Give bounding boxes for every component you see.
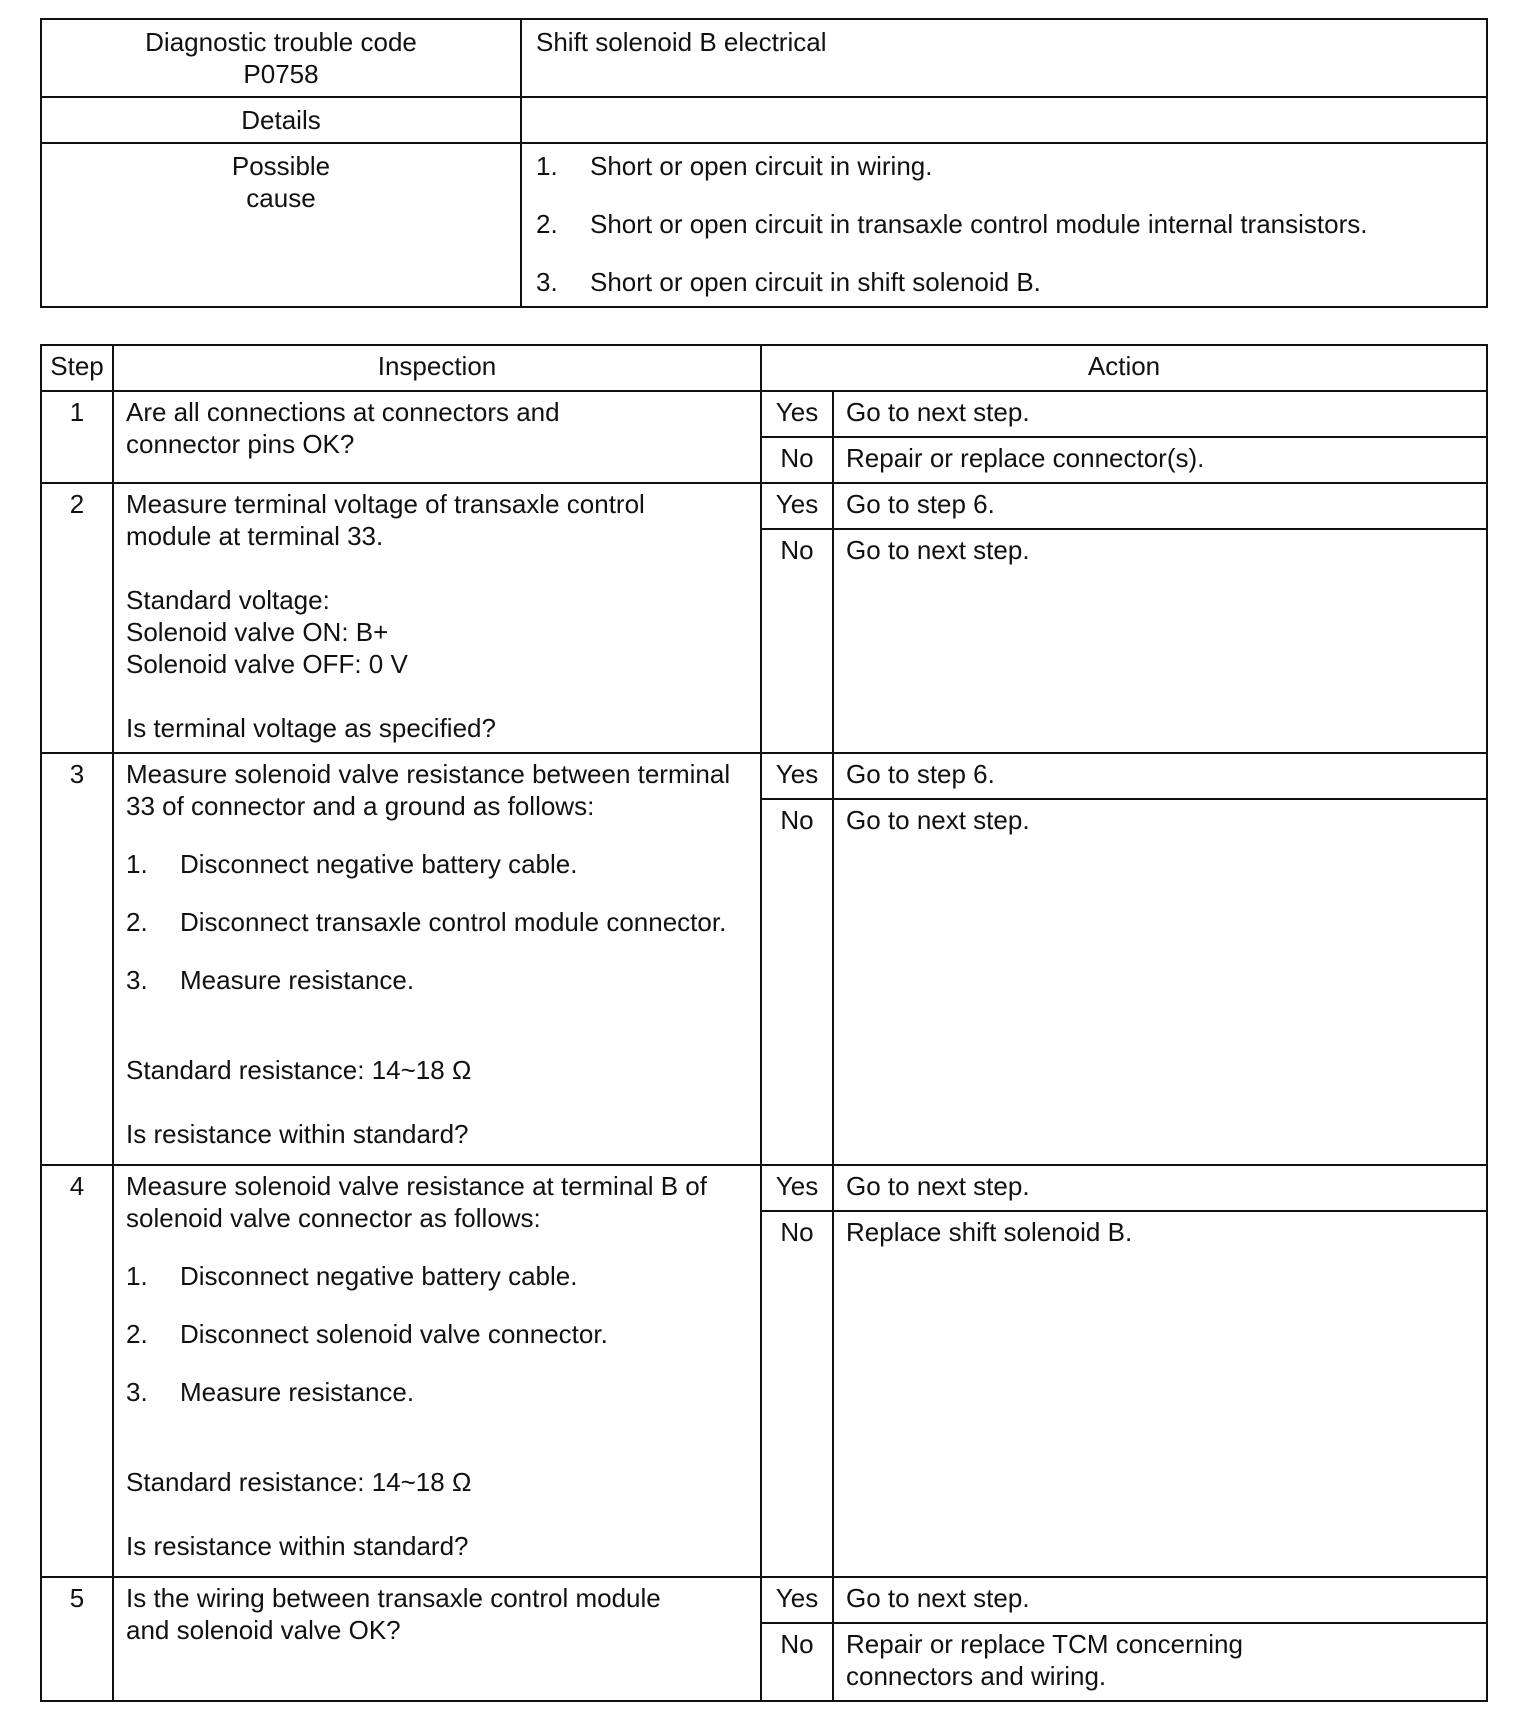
yes-action: Go to next step. <box>833 1165 1487 1211</box>
yes-label: Yes <box>761 391 833 437</box>
inspection-question: Is terminal voltage as specified? <box>126 713 496 743</box>
substep-item <box>126 1318 748 1350</box>
cause-item <box>536 266 1472 298</box>
spec-line: Solenoid valve OFF: 0 V <box>126 649 408 679</box>
substep-item <box>126 1376 748 1408</box>
step-inspection <box>113 483 761 753</box>
details-label: Details <box>41 97 521 143</box>
yes-action: Go to next step. <box>833 391 1487 437</box>
substep-number: 1. <box>126 1261 148 1291</box>
yes-label: Yes <box>761 1577 833 1623</box>
yes-action: Go to step 6. <box>833 753 1487 799</box>
inspection-line: Are all connections at connectors and <box>126 397 560 427</box>
no-action <box>833 1623 1487 1701</box>
no-action-line: Repair or replace TCM concerning <box>846 1629 1243 1659</box>
inspection-question: Is resistance within standard? <box>126 1531 469 1561</box>
inspection-line: Measure terminal voltage of transaxle control <box>126 489 645 519</box>
possible-cause-label: Possible <box>231 151 331 181</box>
inspection-line: module at terminal 33. <box>126 521 384 551</box>
step-number: 5 <box>41 1577 113 1701</box>
details-value <box>521 97 1487 143</box>
column-header-action: Action <box>761 345 1487 391</box>
no-label: No <box>761 1211 833 1577</box>
no-label: No <box>761 437 833 483</box>
substep-item <box>126 848 748 880</box>
substep-text: Disconnect solenoid valve connector. <box>180 1319 608 1349</box>
substep-text: Disconnect transaxle control module connector. <box>180 907 727 937</box>
no-action: Go to next step. <box>833 529 1487 753</box>
cause-item <box>536 208 1472 240</box>
spec-line: Standard resistance: 14~18 Ω <box>126 1055 472 1085</box>
no-action: Replace shift solenoid B. <box>833 1211 1487 1577</box>
inspection-line: and solenoid valve OK? <box>126 1615 401 1645</box>
no-action-line: connectors and wiring. <box>846 1661 1107 1691</box>
possible-cause-label-2: cause <box>246 183 316 213</box>
inspection-line: Measure solenoid valve resistance between terminal <box>126 759 731 789</box>
inspection-line: 33 of connector and a ground as follows: <box>126 791 595 821</box>
substep-item <box>126 964 748 996</box>
column-header-inspection: Inspection <box>113 345 761 391</box>
step-number: 2 <box>41 483 113 753</box>
cause-number: 1. <box>536 151 558 181</box>
step-inspection <box>113 753 761 1165</box>
inspection-line: Is the wiring between transaxle control module <box>126 1583 661 1613</box>
substep-text: Measure resistance. <box>180 965 415 995</box>
inspection-question: Is resistance within standard? <box>126 1119 469 1149</box>
cause-number: 3. <box>536 267 558 297</box>
substep-number: 3. <box>126 1377 148 1407</box>
step-number: 1 <box>41 391 113 483</box>
possible-causes-list <box>521 143 1487 307</box>
dtc-label: Diagnostic trouble code <box>145 27 417 57</box>
cause-number: 2. <box>536 209 558 239</box>
spec-line: Standard voltage: <box>126 585 330 615</box>
substep-number: 1. <box>126 849 148 879</box>
step-inspection <box>113 1165 761 1577</box>
spec-line: Standard resistance: 14~18 Ω <box>126 1467 472 1497</box>
yes-label: Yes <box>761 483 833 529</box>
dtc-code: P0758 <box>243 59 319 89</box>
dtc-header-table <box>40 18 1488 308</box>
no-label: No <box>761 529 833 753</box>
dtc-description: Shift solenoid B electrical <box>521 19 1487 97</box>
possible-cause-label-cell <box>41 143 521 307</box>
inspection-procedure-table <box>40 344 1488 1702</box>
inspection-line: connector pins OK? <box>126 429 355 459</box>
yes-action: Go to step 6. <box>833 483 1487 529</box>
substep-text: Disconnect negative battery cable. <box>180 1261 578 1291</box>
column-header-step: Step <box>41 345 113 391</box>
substep-text: Measure resistance. <box>180 1377 415 1407</box>
step-inspection <box>113 391 761 483</box>
yes-action: Go to next step. <box>833 1577 1487 1623</box>
substep-number: 2. <box>126 1319 148 1349</box>
substep-item <box>126 906 748 938</box>
inspection-line: solenoid valve connector as follows: <box>126 1203 541 1233</box>
substep-number: 3. <box>126 965 148 995</box>
substep-item <box>126 1260 748 1292</box>
step-number: 3 <box>41 753 113 1165</box>
substep-number: 2. <box>126 907 148 937</box>
cause-text: Short or open circuit in wiring. <box>590 151 933 181</box>
spec-line: Solenoid valve ON: B+ <box>126 617 389 647</box>
cause-item <box>536 150 1472 182</box>
yes-label: Yes <box>761 1165 833 1211</box>
substep-text: Disconnect negative battery cable. <box>180 849 578 879</box>
no-label: No <box>761 1623 833 1701</box>
step-number: 4 <box>41 1165 113 1577</box>
yes-label: Yes <box>761 753 833 799</box>
cause-text: Short or open circuit in shift solenoid B. <box>590 267 1041 297</box>
inspection-line: Measure solenoid valve resistance at terminal B of <box>126 1171 707 1201</box>
no-label: No <box>761 799 833 1165</box>
cause-text: Short or open circuit in transaxle control module internal transistors. <box>590 209 1368 239</box>
no-action: Repair or replace connector(s). <box>833 437 1487 483</box>
step-inspection <box>113 1577 761 1701</box>
dtc-label-cell <box>41 19 521 97</box>
no-action: Go to next step. <box>833 799 1487 1165</box>
